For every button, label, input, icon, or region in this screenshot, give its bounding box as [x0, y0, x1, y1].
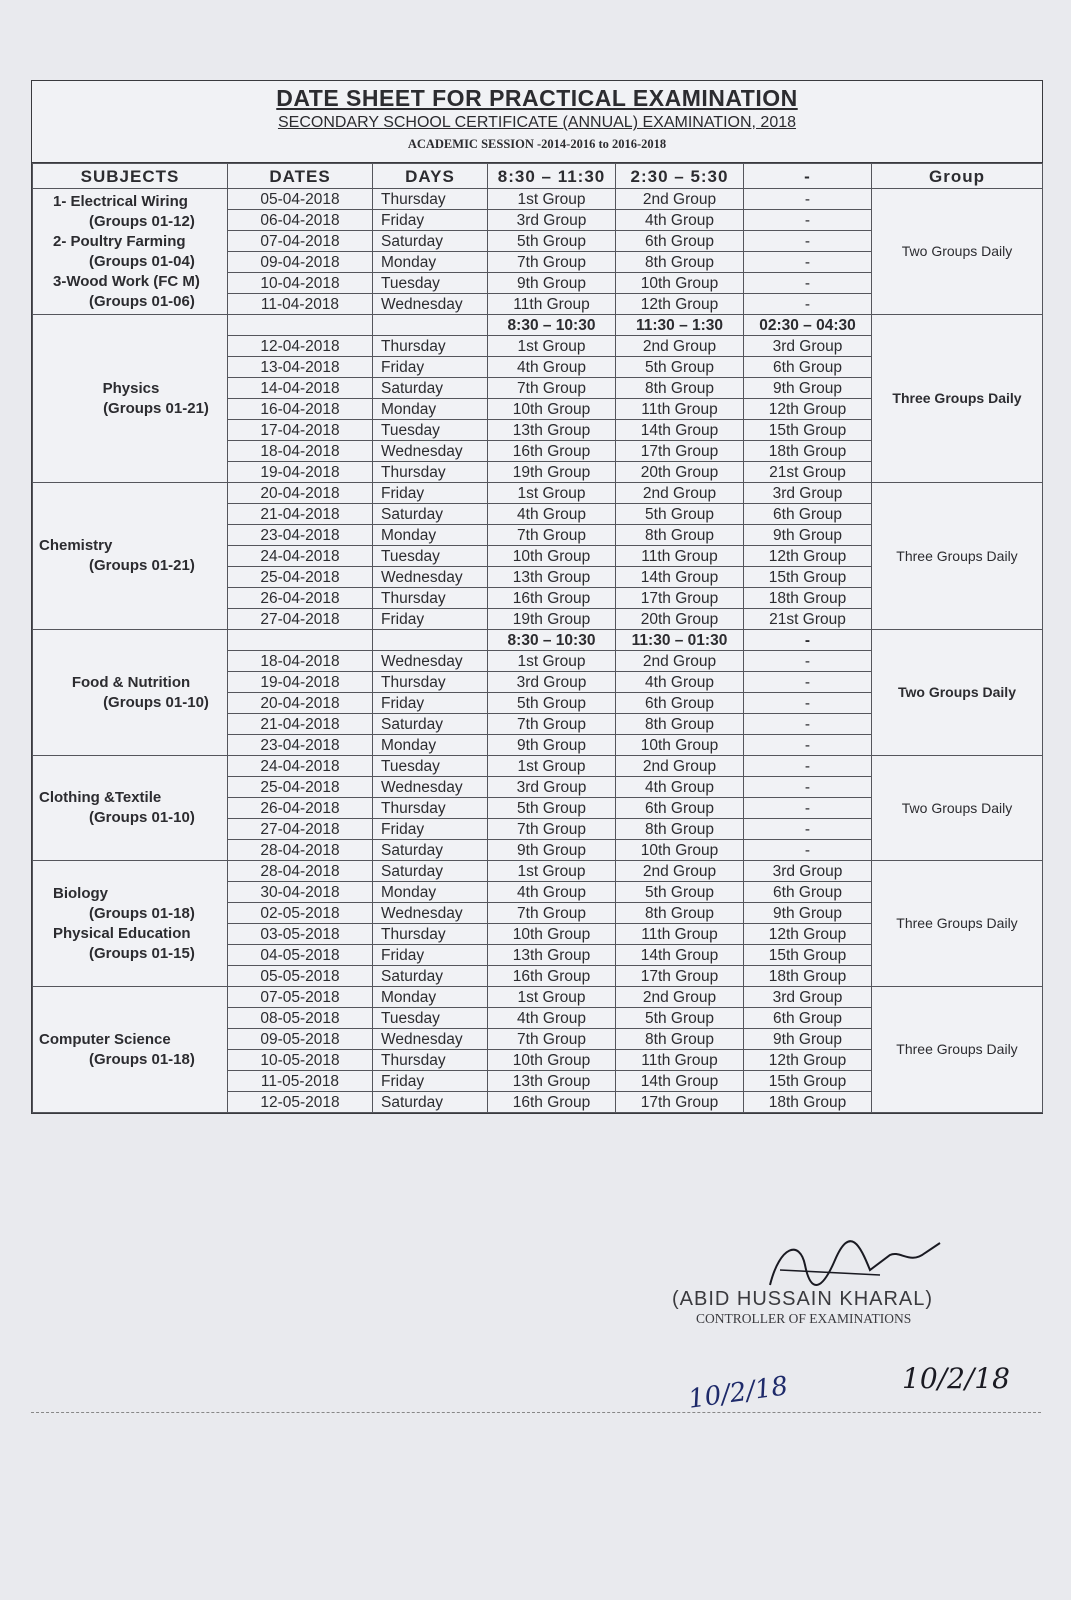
slot3-cell: 9th Group	[744, 903, 872, 924]
subject-line: (Groups 01-18)	[89, 1050, 195, 1068]
slot2-cell: 17th Group	[616, 588, 744, 609]
subject-line: Computer Science	[39, 1030, 171, 1048]
slot2-cell: 2nd Group	[616, 756, 744, 777]
date-cell: 25-04-2018	[228, 777, 373, 798]
slot1-cell: 7th Group	[488, 525, 616, 546]
slot2-cell: 14th Group	[616, 945, 744, 966]
slot2-cell: 8th Group	[616, 378, 744, 399]
group-note: Three Groups Daily	[872, 861, 1043, 987]
date-cell: 10-05-2018	[228, 1050, 373, 1071]
slot3-cell: 15th Group	[744, 420, 872, 441]
subject-line: Physical Education	[53, 924, 191, 942]
subject-line: (Groups 01-18)	[89, 904, 195, 922]
subject-line: Physics	[102, 379, 160, 397]
day-cell: Thursday	[373, 189, 488, 210]
date-cell: 08-05-2018	[228, 1008, 373, 1029]
date-cell: 12-05-2018	[228, 1092, 373, 1113]
subject-line: (Groups 01-15)	[89, 944, 195, 962]
date-cell: 23-04-2018	[228, 735, 373, 756]
subject-section	[33, 756, 1043, 861]
subject-line: (Groups 01-06)	[89, 292, 195, 310]
date-cell: 28-04-2018	[228, 861, 373, 882]
slot1-cell: 16th Group	[488, 441, 616, 462]
subject-line: (Groups 01-10)	[103, 693, 209, 711]
slot1-cell: 9th Group	[488, 273, 616, 294]
subject-line: (Groups 01-21)	[89, 557, 195, 574]
day-cell: Thursday	[373, 1050, 488, 1071]
slot1-cell: 3rd Group	[488, 777, 616, 798]
slot3-cell: -	[744, 756, 872, 777]
day-cell: Friday	[373, 945, 488, 966]
slot2-cell: 5th Group	[616, 357, 744, 378]
slot-time: 11:30 – 1:30	[616, 315, 744, 336]
slot3-cell: -	[744, 252, 872, 273]
slot2-cell: 11th Group	[616, 399, 744, 420]
slot1-cell: 5th Group	[488, 798, 616, 819]
slot3-cell: 6th Group	[744, 357, 872, 378]
signatory-name: (ABID HUSSAIN KHARAL)	[672, 1288, 934, 1310]
slot2-cell: 2nd Group	[616, 336, 744, 357]
slot1-cell: 7th Group	[488, 819, 616, 840]
day-cell: Monday	[373, 987, 488, 1008]
date-cell: 27-04-2018	[228, 819, 373, 840]
slot3-cell: 6th Group	[744, 1008, 872, 1029]
slot1-cell: 9th Group	[488, 840, 616, 861]
table-row	[33, 483, 1043, 504]
slot2-cell: 4th Group	[616, 672, 744, 693]
day-cell: Wednesday	[373, 651, 488, 672]
table-row	[33, 861, 1043, 882]
slot2-cell: 14th Group	[616, 420, 744, 441]
slot1-cell: 7th Group	[488, 714, 616, 735]
empty-cell	[228, 630, 373, 651]
slot1-cell: 10th Group	[488, 924, 616, 945]
date-cell: 11-05-2018	[228, 1071, 373, 1092]
empty-cell	[228, 315, 373, 336]
slot2-cell: 11th Group	[616, 924, 744, 945]
slot1-cell: 1st Group	[488, 861, 616, 882]
date-cell: 12-04-2018	[228, 336, 373, 357]
slot1-cell: 10th Group	[488, 546, 616, 567]
slot2-cell: 10th Group	[616, 735, 744, 756]
slot-time: 02:30 – 04:30	[744, 315, 872, 336]
subject-line: Biology	[53, 884, 108, 902]
slot1-cell: 19th Group	[488, 609, 616, 630]
day-cell: Friday	[373, 357, 488, 378]
slot1-cell: 19th Group	[488, 462, 616, 483]
date-cell: 19-04-2018	[228, 672, 373, 693]
col-group: Group	[872, 164, 1043, 189]
day-cell: Thursday	[373, 336, 488, 357]
slot1-cell: 3rd Group	[488, 210, 616, 231]
day-cell: Tuesday	[373, 756, 488, 777]
slot1-cell: 1st Group	[488, 651, 616, 672]
subject-line: (Groups 01-04)	[89, 252, 195, 270]
handwritten-date-right: 10/2/18	[902, 1362, 1010, 1395]
slot1-cell: 13th Group	[488, 420, 616, 441]
day-cell: Saturday	[373, 504, 488, 525]
slot2-cell: 8th Group	[616, 1029, 744, 1050]
subject-section	[33, 861, 1043, 987]
slot1-cell: 13th Group	[488, 1071, 616, 1092]
slot1-cell: 16th Group	[488, 966, 616, 987]
day-cell: Monday	[373, 399, 488, 420]
slot2-cell: 17th Group	[616, 1092, 744, 1113]
slot3-cell: -	[744, 672, 872, 693]
col-slot2: 2:30 – 5:30	[616, 164, 744, 189]
signatory-title: CONTROLLER OF EXAMINATIONS	[696, 1311, 912, 1326]
subject-cell	[33, 861, 228, 987]
date-cell: 24-04-2018	[228, 756, 373, 777]
slot2-cell: 12th Group	[616, 294, 744, 315]
day-cell: Saturday	[373, 714, 488, 735]
slot2-cell: 10th Group	[616, 273, 744, 294]
slot3-cell: 3rd Group	[744, 861, 872, 882]
date-cell: 26-04-2018	[228, 588, 373, 609]
slot1-cell: 7th Group	[488, 1029, 616, 1050]
slot2-cell: 8th Group	[616, 252, 744, 273]
day-cell: Friday	[373, 819, 488, 840]
subject-section	[33, 189, 1043, 315]
day-cell: Thursday	[373, 672, 488, 693]
day-cell: Monday	[373, 525, 488, 546]
slot-header-row	[33, 630, 1043, 651]
slot3-cell: 6th Group	[744, 882, 872, 903]
day-cell: Friday	[373, 1071, 488, 1092]
slot2-cell: 2nd Group	[616, 861, 744, 882]
slot3-cell: 18th Group	[744, 1092, 872, 1113]
day-cell: Saturday	[373, 840, 488, 861]
day-cell: Thursday	[373, 462, 488, 483]
slot1-cell: 7th Group	[488, 903, 616, 924]
day-cell: Monday	[373, 882, 488, 903]
slot2-cell: 8th Group	[616, 714, 744, 735]
slot3-cell: 3rd Group	[744, 987, 872, 1008]
day-cell: Wednesday	[373, 903, 488, 924]
subject-section	[33, 987, 1043, 1113]
day-cell: Thursday	[373, 588, 488, 609]
slot3-cell: -	[744, 798, 872, 819]
date-cell: 13-04-2018	[228, 357, 373, 378]
slot2-cell: 10th Group	[616, 840, 744, 861]
day-cell: Saturday	[373, 1092, 488, 1113]
empty-cell	[373, 630, 488, 651]
slot-time: 8:30 – 10:30	[488, 315, 616, 336]
slot3-cell: -	[744, 693, 872, 714]
subject-cell	[33, 756, 228, 861]
day-cell: Friday	[373, 483, 488, 504]
day-cell: Wednesday	[373, 1029, 488, 1050]
day-cell: Saturday	[373, 378, 488, 399]
handwritten-date-left: 10/2/18	[686, 1371, 790, 1415]
date-cell: 16-04-2018	[228, 399, 373, 420]
day-cell: Saturday	[373, 231, 488, 252]
day-cell: Friday	[373, 693, 488, 714]
day-cell: Wednesday	[373, 294, 488, 315]
subject-cell	[33, 630, 228, 756]
slot2-cell: 5th Group	[616, 882, 744, 903]
group-note: Two Groups Daily	[872, 756, 1043, 861]
col-subjects: SUBJECTS	[33, 164, 228, 189]
sheet-title: DATE SHEET FOR PRACTICAL EXAMINATION	[276, 85, 798, 111]
slot3-cell: -	[744, 294, 872, 315]
slot3-cell: 12th Group	[744, 924, 872, 945]
day-cell: Friday	[373, 210, 488, 231]
sheet-subtitle: SECONDARY SCHOOL CERTIFICATE (ANNUAL) EXAMINATION, 2018	[277, 114, 797, 131]
subject-line: Food & Nutrition	[71, 673, 191, 691]
subject-line: (Groups 01-21)	[103, 399, 209, 417]
slot3-cell: 18th Group	[744, 588, 872, 609]
date-cell: 09-04-2018	[228, 252, 373, 273]
slot3-cell: -	[744, 819, 872, 840]
slot3-cell: 21st Group	[744, 462, 872, 483]
date-cell: 03-05-2018	[228, 924, 373, 945]
subject-line: (Groups 01-10)	[89, 809, 195, 826]
subject-line: (Groups 01-12)	[89, 212, 195, 230]
slot1-cell: 4th Group	[488, 1008, 616, 1029]
date-cell: 17-04-2018	[228, 420, 373, 441]
slot1-cell: 16th Group	[488, 1092, 616, 1113]
date-cell: 27-04-2018	[228, 609, 373, 630]
slot1-cell: 9th Group	[488, 735, 616, 756]
slot3-cell: -	[744, 735, 872, 756]
slot3-cell: -	[744, 777, 872, 798]
date-cell: 11-04-2018	[228, 294, 373, 315]
slot1-cell: 1st Group	[488, 336, 616, 357]
slot3-cell: 18th Group	[744, 966, 872, 987]
slot2-cell: 8th Group	[616, 819, 744, 840]
slot3-cell: 15th Group	[744, 1071, 872, 1092]
slot3-cell: 12th Group	[744, 399, 872, 420]
date-cell: 02-05-2018	[228, 903, 373, 924]
slot1-cell: 11th Group	[488, 294, 616, 315]
slot3-cell: -	[744, 840, 872, 861]
date-cell: 05-04-2018	[228, 189, 373, 210]
academic-session: ACADEMIC SESSION -2014-2016 to 2016-2018	[407, 137, 667, 151]
day-cell: Tuesday	[373, 1008, 488, 1029]
slot1-cell: 1st Group	[488, 756, 616, 777]
slot2-cell: 11th Group	[616, 546, 744, 567]
slot3-cell: -	[744, 651, 872, 672]
slot3-cell: 3rd Group	[744, 483, 872, 504]
subject-line: Clothing &Textile	[39, 789, 162, 806]
date-cell: 25-04-2018	[228, 567, 373, 588]
date-cell: 21-04-2018	[228, 504, 373, 525]
slot-time: -	[744, 630, 872, 651]
group-note: Three Groups Daily	[872, 315, 1043, 483]
slot1-cell: 7th Group	[488, 252, 616, 273]
date-cell: 18-04-2018	[228, 441, 373, 462]
slot1-cell: 13th Group	[488, 945, 616, 966]
date-cell: 24-04-2018	[228, 546, 373, 567]
subject-section	[33, 483, 1043, 630]
slot2-cell: 2nd Group	[616, 651, 744, 672]
slot2-cell: 11th Group	[616, 1050, 744, 1071]
slot3-cell: -	[744, 714, 872, 735]
day-cell: Monday	[373, 252, 488, 273]
slot1-cell: 4th Group	[488, 357, 616, 378]
date-cell: 30-04-2018	[228, 882, 373, 903]
date-sheet	[31, 80, 1043, 1114]
col-dates: DATES	[228, 164, 373, 189]
empty-cell	[373, 315, 488, 336]
slot3-cell: 15th Group	[744, 945, 872, 966]
slot1-cell: 10th Group	[488, 399, 616, 420]
subject-line: 1- Electrical Wiring	[53, 192, 188, 210]
date-cell: 07-04-2018	[228, 231, 373, 252]
slot3-cell: 3rd Group	[744, 336, 872, 357]
date-cell: 26-04-2018	[228, 798, 373, 819]
slot3-cell: -	[744, 210, 872, 231]
slot1-cell: 1st Group	[488, 483, 616, 504]
col-days: DAYS	[373, 164, 488, 189]
slot1-cell: 1st Group	[488, 987, 616, 1008]
slot3-cell: 9th Group	[744, 525, 872, 546]
slot2-cell: 4th Group	[616, 210, 744, 231]
group-note: Three Groups Daily	[872, 987, 1043, 1113]
slot2-cell: 2nd Group	[616, 189, 744, 210]
day-cell: Saturday	[373, 966, 488, 987]
slot2-cell: 5th Group	[616, 504, 744, 525]
date-cell: 09-05-2018	[228, 1029, 373, 1050]
slot1-cell: 4th Group	[488, 504, 616, 525]
subject-cell	[33, 189, 228, 315]
slot3-cell: -	[744, 189, 872, 210]
day-cell: Wednesday	[373, 567, 488, 588]
slot1-cell: 4th Group	[488, 882, 616, 903]
subject-section	[33, 315, 1043, 483]
date-cell: 23-04-2018	[228, 525, 373, 546]
slot3-cell: -	[744, 231, 872, 252]
table-row	[33, 987, 1043, 1008]
date-cell: 28-04-2018	[228, 840, 373, 861]
slot3-cell: 18th Group	[744, 441, 872, 462]
slot2-cell: 5th Group	[616, 1008, 744, 1029]
slot2-cell: 2nd Group	[616, 987, 744, 1008]
slot2-cell: 2nd Group	[616, 483, 744, 504]
group-note: Two Groups Daily	[872, 630, 1043, 756]
slot1-cell: 10th Group	[488, 1050, 616, 1071]
column-header-row	[33, 164, 1043, 189]
group-note: Three Groups Daily	[872, 483, 1043, 630]
schedule-table	[32, 163, 1043, 1113]
slot2-cell: 8th Group	[616, 525, 744, 546]
date-cell: 07-05-2018	[228, 987, 373, 1008]
day-cell: Monday	[373, 735, 488, 756]
slot1-cell: 5th Group	[488, 693, 616, 714]
date-cell: 20-04-2018	[228, 693, 373, 714]
slot2-cell: 6th Group	[616, 798, 744, 819]
day-cell: Thursday	[373, 798, 488, 819]
day-cell: Wednesday	[373, 777, 488, 798]
sheet-header	[32, 81, 1042, 163]
subject-line: Chemistry	[39, 537, 113, 554]
day-cell: Thursday	[373, 924, 488, 945]
slot1-cell: 13th Group	[488, 567, 616, 588]
date-cell: 10-04-2018	[228, 273, 373, 294]
subject-cell	[33, 987, 228, 1113]
slot-time: 8:30 – 10:30	[488, 630, 616, 651]
slot3-cell: -	[744, 273, 872, 294]
day-cell: Tuesday	[373, 546, 488, 567]
slot3-cell: 21st Group	[744, 609, 872, 630]
slot1-cell: 3rd Group	[488, 672, 616, 693]
slot3-cell: 9th Group	[744, 1029, 872, 1050]
slot2-cell: 17th Group	[616, 966, 744, 987]
slot2-cell: 17th Group	[616, 441, 744, 462]
slot2-cell: 20th Group	[616, 462, 744, 483]
date-cell: 19-04-2018	[228, 462, 373, 483]
bottom-divider	[31, 1412, 1041, 1413]
day-cell: Saturday	[373, 861, 488, 882]
table-row	[33, 189, 1043, 210]
subject-cell	[33, 315, 228, 483]
slot3-cell: 9th Group	[744, 378, 872, 399]
slot2-cell: 14th Group	[616, 1071, 744, 1092]
slot3-cell: 6th Group	[744, 504, 872, 525]
slot2-cell: 8th Group	[616, 903, 744, 924]
date-cell: 14-04-2018	[228, 378, 373, 399]
group-note: Two Groups Daily	[872, 189, 1043, 315]
date-cell: 21-04-2018	[228, 714, 373, 735]
slot1-cell: 7th Group	[488, 378, 616, 399]
handwritten-signature	[760, 1225, 950, 1315]
day-cell: Tuesday	[373, 273, 488, 294]
slot2-cell: 4th Group	[616, 777, 744, 798]
subject-section	[33, 630, 1043, 756]
slot2-cell: 6th Group	[616, 693, 744, 714]
subject-cell	[33, 483, 228, 630]
col-slot3: -	[744, 164, 872, 189]
slot2-cell: 14th Group	[616, 567, 744, 588]
slot3-cell: 12th Group	[744, 1050, 872, 1071]
slot2-cell: 6th Group	[616, 231, 744, 252]
slot1-cell: 5th Group	[488, 231, 616, 252]
date-cell: 05-05-2018	[228, 966, 373, 987]
date-cell: 04-05-2018	[228, 945, 373, 966]
subject-line: 2- Poultry Farming	[53, 232, 186, 250]
date-cell: 18-04-2018	[228, 651, 373, 672]
slot3-cell: 12th Group	[744, 546, 872, 567]
slot3-cell: 15th Group	[744, 567, 872, 588]
slot2-cell: 20th Group	[616, 609, 744, 630]
subject-line: 3-Wood Work (FC M)	[53, 272, 200, 290]
date-cell: 06-04-2018	[228, 210, 373, 231]
slot-header-row	[33, 315, 1043, 336]
date-cell: 20-04-2018	[228, 483, 373, 504]
day-cell: Tuesday	[373, 420, 488, 441]
day-cell: Wednesday	[373, 441, 488, 462]
day-cell: Friday	[373, 609, 488, 630]
slot1-cell: 1st Group	[488, 189, 616, 210]
slot-time: 11:30 – 01:30	[616, 630, 744, 651]
slot1-cell: 16th Group	[488, 588, 616, 609]
table-row	[33, 756, 1043, 777]
col-slot1: 8:30 – 11:30	[488, 164, 616, 189]
